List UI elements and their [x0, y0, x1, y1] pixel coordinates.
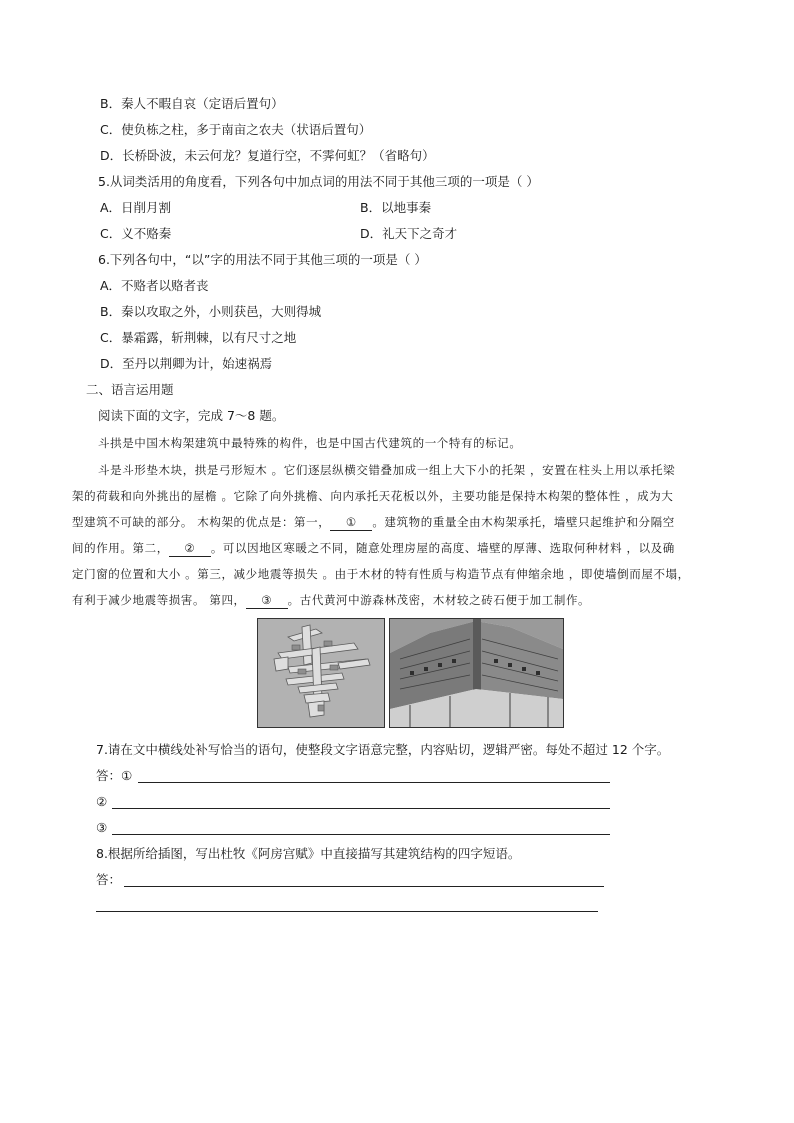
q5-stem: 5.从词类活用的角度看，下列各句中加点词的用法不同于其他三项的一项是（ ） [98, 174, 539, 189]
blank-2: ② [169, 540, 211, 557]
q6-stem: 6.下列各句中，“以”字的用法不同于其他三项的一项是（ ） [98, 252, 427, 267]
passage-p2-line1: 斗是斗形垫木块，拱是弓形短木 。它们逐层纵横交错叠加成一组上大下小的托架 ，安置在柱头上用以承托梁 [98, 463, 676, 477]
passage-p2-line3-text: 型建筑不可缺的部分。 木构架的优点是：第一， [72, 515, 331, 529]
q4-option-d: D．长桥卧波，未云何龙？复道行空，不霁何虹？（省略句） [100, 148, 435, 163]
passage-p2-line4-rest: 。可以因地区寒暖之不同，随意处理房屋的高度、墙壁的厚薄、选取何种材料 ，以及确 [210, 541, 675, 555]
temple-eaves-photo [389, 618, 564, 728]
passage-p2-line6 [72, 592, 590, 609]
q5-option-b: B．以地事秦 [360, 200, 432, 215]
passage-p2-line3-rest: 。建筑物的重量全由木构架承托，墙壁只起维护和分隔空 [372, 515, 675, 529]
passage-p2-line3 [72, 514, 675, 531]
q8-answer-line-1[interactable] [124, 886, 604, 887]
passage-p2-line6-rest: 。古代黄河中游森林茂密，木材较之砖石便于加工制作。 [287, 593, 591, 607]
q4-option-c: C．使负栋之柱，多于南亩之农夫（状语后置句） [100, 122, 372, 137]
q7-answer-line-3[interactable] [112, 834, 610, 835]
q6-option-b: B．秦以攻取之外，小则获邑，大则得城 [100, 304, 322, 319]
q7-mark-2: ② [96, 794, 108, 809]
q6-option-d: D．至丹以荆卿为计，始速祸焉 [100, 356, 273, 371]
section-heading: 二、语言运用题 [86, 382, 174, 397]
q8-answer-line-2[interactable] [96, 911, 598, 912]
q5-option-c: C．义不赂秦 [100, 226, 172, 241]
passage-p2-line5: 定门窗的位置和大小 。第三，减少地震等损失 。由于木材的特有性质与构造节点有伸缩余地 ，即使墙倒而屋不塌， [72, 567, 690, 581]
blank-3: ③ [246, 592, 288, 609]
q7-stem: 7.请在文中横线处补写恰当的语句，使整段文字语意完整，内容贴切，逻辑严密。每处不超过 12 个字。 [96, 742, 670, 757]
q5-option-d: D．礼天下之奇才 [360, 226, 458, 241]
blank-1: ① [330, 514, 372, 531]
q7-answer-prefix: 答：① [96, 768, 133, 783]
passage-p2-line4-text: 间的作用。第二， [72, 541, 169, 555]
passage-p1: 斗拱是中国木构架建筑中最特殊的构件，也是中国古代建筑的一个特有的标记。 [98, 436, 522, 450]
q8-answer-prefix: 答： [96, 872, 122, 887]
q4-option-b: B．秦人不暇自哀（定语后置句） [100, 96, 284, 111]
q7-answer-line-1[interactable] [138, 782, 610, 783]
q7-mark-3: ③ [96, 820, 108, 835]
q8-stem: 8.根据所给插图，写出杜牧《阿房宫赋》中直接描写其建筑结构的四字短语。 [96, 846, 521, 861]
reading-instruction: 阅读下面的文字，完成 7～8 题。 [98, 408, 285, 423]
passage-p2-line6-text: 有利于减少地震等损害。 第四， [72, 593, 246, 607]
q6-option-c: C．暴霜露，斩荆棘，以有尺寸之地 [100, 330, 297, 345]
passage-p2-line4 [72, 540, 675, 557]
passage-p2-line2: 架的荷载和向外挑出的屋檐 。它除了向外挑檐、向内承托天花板以外，主要功能是保持木构架的整体性 ，成为大 [72, 489, 674, 503]
q5-option-a: A．日削月割 [100, 200, 172, 215]
q7-answer-line-2[interactable] [112, 808, 610, 809]
q6-option-a: A．不赂者以赂者丧 [100, 278, 209, 293]
dougong-diagram-image [257, 618, 385, 728]
